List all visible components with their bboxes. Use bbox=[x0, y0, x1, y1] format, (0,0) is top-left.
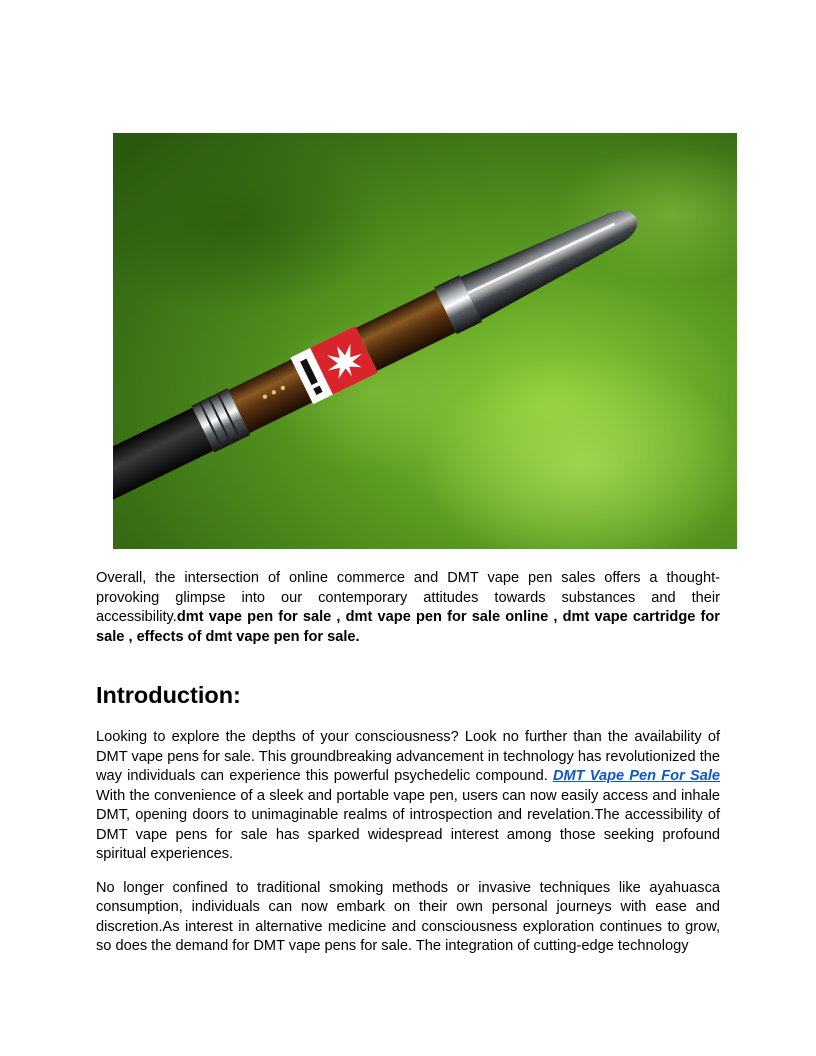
body-paragraph-1 bbox=[96, 728, 720, 865]
body-paragraph-2: No longer confined to traditional smoking methods or invasive techniques like ayahuasca consumption, individuals can now embark on their own personal journeys with ease and discretion.As interest in alternative medicine and consciousness exploration continues to grow, so does the demand for DMT vape pens for sale. The integration of cutting-edge technology bbox=[96, 879, 720, 954]
article-body bbox=[96, 569, 720, 957]
section-heading: Introduction: bbox=[96, 682, 241, 708]
intro-keywords: dmt vape pen for sale , dmt vape pen for sale online , dmt vape cartridge for sale , effects of dmt vape pen for sale. bbox=[96, 609, 720, 645]
dmt-vape-pen-link[interactable]: DMT Vape Pen For Sale bbox=[552, 768, 720, 784]
intro-paragraph bbox=[96, 569, 720, 647]
intro-text: Overall, the intersection of online commerce and DMT vape pen sales offers a thought-provoking glimpse into our contemporary attitudes towards substances and their accessibility. bbox=[96, 570, 720, 625]
vape-pen-photo bbox=[113, 133, 737, 549]
paragraph-text-after: With the convenience of a sleek and portable vape pen, users can now easily access and inhale DMT, opening doors to unimaginable realms of introspection and revelation.The accessibility of DMT vape pens for sale has sparked widespread interest among those seeking profound spiritual experiences. bbox=[96, 787, 720, 862]
hero-image bbox=[113, 133, 737, 549]
paragraph-text-before: Looking to explore the depths of your consciousness? Look no further than the availability of DMT vape pens for sale. This groundbreaking advancement in technology has revolutionized the way individuals can experience this powerful psychedelic compound. bbox=[96, 729, 720, 784]
